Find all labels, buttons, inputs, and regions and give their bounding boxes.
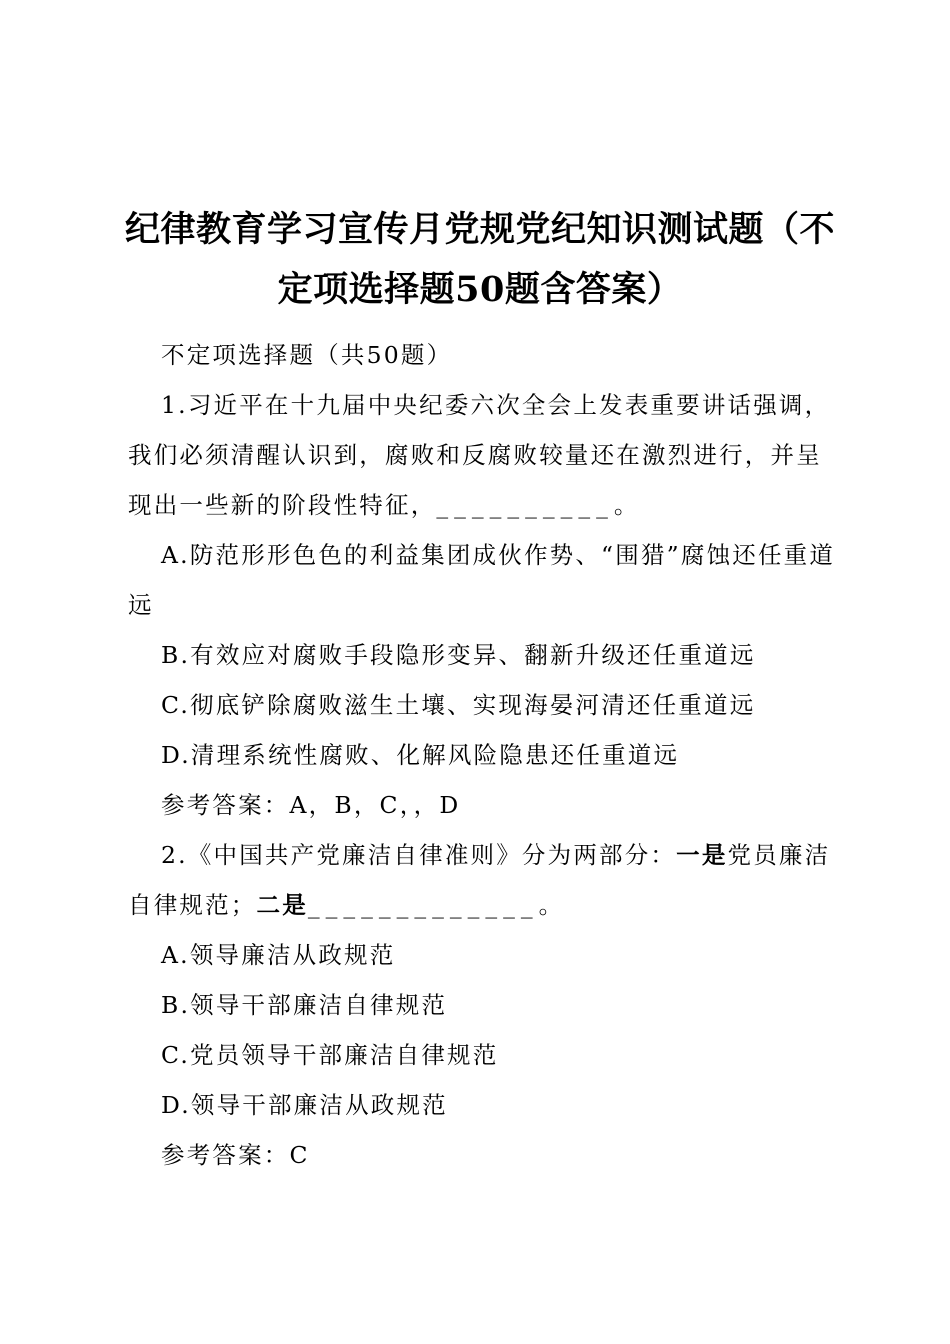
- question-1-stem: 1.习近平在十九届中央纪委六次全会上发表重要讲话强调，我们必须清醒认识到，腐败和反腐败较量还在激烈进行，并呈现出一些新的阶段性特征，__________。: [128, 391, 831, 519]
- question-2-option-c: C.党员领导干部廉洁自律规范: [161, 1041, 499, 1069]
- question-2-option-d: D.领导干部廉洁从政规范: [161, 1091, 448, 1119]
- question-1-option-d: D.清理系统性腐败、化解风险隐患还任重道远: [161, 741, 680, 769]
- answer-blank: __________: [436, 491, 614, 519]
- question-1-option-a: A.防范形形色色的利益集团成伙作势、“围猎”腐蚀还任重道远: [128, 541, 836, 619]
- emphasis-second: 二是: [256, 891, 308, 919]
- document-body: [128, 330, 838, 1180]
- document-title: 纪律教育学习宣传月党规党纪知识测试题（不定项选择题50题含答案）: [125, 209, 836, 310]
- emphasis-first: 一是: [676, 841, 728, 869]
- question-1-option-c: C.彻底铲除腐败滋生土壤、实现海晏河清还任重道远: [161, 691, 756, 719]
- section-heading: 不定项选择题（共50题）: [161, 341, 453, 369]
- question-2-option-b: B.领导干部廉洁自律规范: [161, 991, 448, 1019]
- question-2-option-a: A.领导廉洁从政规范: [161, 941, 396, 969]
- question-2-stem: 2.《中国共产党廉洁自律准则》分为两部分：一是党员廉洁自律规范；二是_____________。: [128, 841, 831, 919]
- answer-blank: _____________: [307, 891, 539, 919]
- question-2-answer: 参考答案：C: [161, 1141, 310, 1169]
- question-1-option-b: B.有效应对腐败手段隐形变异、翻新升级还任重道远: [161, 641, 756, 669]
- question-1-answer: 参考答案：A，B，C，，D: [161, 791, 461, 819]
